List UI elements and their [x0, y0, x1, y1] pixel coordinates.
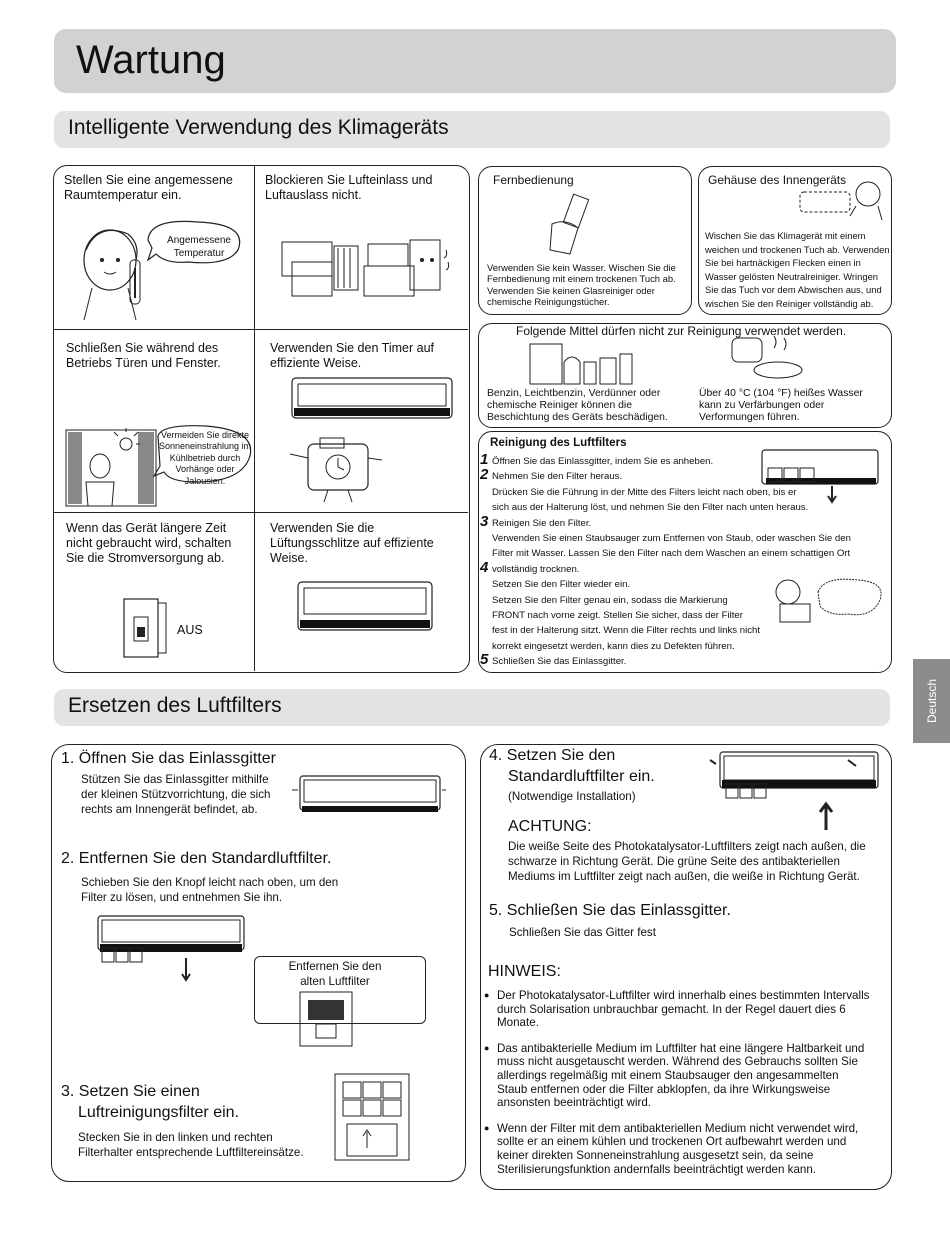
replace-step4-title-line2: Standardluftfilter ein. — [508, 768, 655, 785]
girl-filter-illustration — [768, 578, 888, 624]
replace-step3-text: Stecken Sie in den linken und rechten Filterhalter entsprechende Luftfiltereinsätze. — [78, 1131, 304, 1159]
filter-step-number: 3 — [480, 512, 489, 530]
usage-cell-doors: Schließen Sie während des Betriebs Türen und Fenster. — [66, 341, 221, 370]
language-tab[interactable] — [913, 659, 950, 743]
replace-step2-title: 2. Entfernen Sie den Standardluftfilter. — [61, 850, 332, 867]
filter-cleaning-title: Reinigung des Luftfilters — [490, 436, 627, 449]
ac-vents-illustration — [296, 580, 446, 634]
filter-step-line — [480, 558, 885, 577]
air-purifying-filter-illustration — [333, 1072, 413, 1162]
power-off-label: AUS — [177, 623, 203, 637]
open-grille-illustration — [296, 772, 446, 818]
note-title: HINWEIS: — [488, 963, 561, 980]
note-item: ● Wenn der Filter mit dem antibakteriellen Medium nicht verwendet wird, sollte er an einem kühlen und trockenen Ort aufbewahrt werden und keiner direkten Sonneneinstrahlung ausgesetzt sein, da seine Sterilisierungsfunktion andernfalls beeinträchtigt werden kann. — [484, 1122, 872, 1176]
forbidden-title: Folgende Mittel dürfen nicht zur Reinigung verwendet werden. — [516, 324, 847, 338]
insert-filter-illustration — [706, 748, 882, 834]
ac-timer-illustration — [290, 378, 460, 503]
remote-text: Verwenden Sie kein Wasser. Wischen Sie die Fernbedienung mit einem trockenen Tuch ab. Verwenden Sie keinen Glasreiniger oder chemische Reinigungstücher. — [487, 262, 676, 308]
remote-title: Fernbedienung — [493, 173, 574, 187]
filter-step-number: 1 — [480, 451, 489, 468]
filter-step-text: Reinigen Sie den Filter. — [492, 517, 592, 529]
filter-step-text: Setzen Sie den Filter genau ein, sodass die Markierung — [492, 594, 728, 606]
replace-step5-text: Schließen Sie das Gitter fest — [509, 926, 656, 939]
breaker-switch-illustration — [122, 597, 172, 659]
filter-step-line — [480, 546, 885, 561]
filter-step-text: FRONT nach vorne zeigt. Stellen Sie sicher, dass der Filter — [492, 610, 743, 622]
filter-step-text: Schließen Sie das Einlassgitter. — [492, 656, 627, 668]
filter-step-text: Verwenden Sie einen Staubsauger zum Entfernen von Staub, oder waschen Sie den — [492, 533, 851, 545]
blocked-unit-illustration — [272, 236, 452, 306]
housing-title: Gehäuse des Innengeräts — [708, 173, 847, 187]
filter-step-line — [480, 651, 885, 669]
page-title: Wartung — [76, 38, 226, 82]
filter-step-line — [480, 500, 885, 515]
usage-cell-airflow: Blockieren Sie Lufteinlass und Luftauslass nicht. — [265, 173, 433, 202]
remove-filter-illustration — [94, 912, 249, 978]
note-list — [484, 989, 872, 1188]
filter-step-line — [480, 623, 885, 638]
note-item: ● Das antibakterielle Medium im Luftfilter hat eine längere Haltbarkeit und muss nicht ausgetauscht werden. Während des Gebrauchs sollten Sie allerdings regelmäßig mit einem Staubsauger den angesammelten Staub entfernen oder die Filter abklopfen, da ihre Wirkungsweise ansonsten beeinträchtigt wird. — [484, 1042, 872, 1110]
filter-step-number: 2 — [480, 466, 489, 484]
section-title-replace: Ersetzen des Luftfilters — [68, 694, 282, 717]
filter-step-text: Nehmen Sie den Filter heraus. — [492, 471, 623, 483]
usage-cell-vents: Verwenden Sie die Lüftungsschlitze auf effiziente Weise. — [270, 521, 434, 565]
housing-wipe-icon — [798, 180, 884, 228]
caution-text: Die weiße Seite des Photokatalysator-Luftfilters zeigt nach außen, die schwarze in Richtung Gerät. Die grüne Seite des antibakteriellen Mediums im Luftfilter zeigt nach außen, die weiße in Richtung Gerät. — [508, 840, 866, 883]
filter-step-line — [480, 512, 885, 531]
section-title-usage: Intelligente Verwendung des Klimageräts — [68, 116, 449, 139]
replace-step4-title-line1: 4. Setzen Sie den — [489, 747, 616, 764]
filter-step-text: fest in der Halterung sitzt. Wenn die Filter rechts und links nicht — [492, 625, 761, 637]
hot-water-icon — [730, 336, 810, 382]
note-item: ● Der Photokatalysator-Luftfilter wird innerhalb eines bestimmten Intervalls durch Solarisation unbrauchbar gemacht. In der Regel dauert dies 6 Monate. — [484, 989, 872, 1030]
filter-step-text: sich aus der Halterung löst, und nehmen Sie den Filter nach unten heraus. — [492, 502, 809, 514]
caution-title: ACHTUNG: — [508, 818, 592, 835]
filter-step-text: Öffnen Sie das Einlassgitter, indem Sie es anheben. — [492, 456, 714, 467]
old-filter-illustration — [296, 990, 356, 1048]
language-tab-label: Deutsch — [924, 678, 939, 724]
filter-step-number: 5 — [480, 651, 489, 669]
filter-step-text: Filter mit Wasser. Lassen Sie den Filter nach dem Waschen an einem schattigen Ort — [492, 548, 851, 560]
section-heading-usage — [54, 111, 890, 148]
filter-step-line — [480, 531, 885, 546]
filter-step-text: Drücken Sie die Führung in der Mitte des Filters leicht nach oben, bis er — [492, 486, 797, 498]
replace-step5-title: 5. Schließen Sie das Einlassgitter. — [489, 902, 731, 919]
remove-filter-callout-text: Entfernen Sie den alten Luftfilter — [288, 960, 382, 988]
filter-step-line — [480, 639, 885, 654]
filter-step-number: 4 — [480, 558, 489, 576]
usage-cell-power: Wenn das Gerät längere Zeit nicht gebraucht wird, schalten Sie die Stromversorgung ab. — [66, 521, 232, 565]
filter-step-text: korrekt eingesetzt werden, kann dies zu Defekten führen. — [492, 640, 735, 652]
section-heading-replace — [54, 689, 890, 726]
temperature-bubble-text: Angemessene Temperatur — [167, 235, 231, 259]
housing-text: Wischen Sie das Klimagerät mit einem weichen und trockenen Tuch ab. Verwenden Sie bei hartnäckigen Flecken einen in Wasser gelösten Neutralreiniger. Wringen Sie das Tuch vor dem Abwischen aus, und wischen Sie den Reiniger vollständig ab. — [705, 230, 890, 309]
filter-step-text: Setzen Sie den Filter wieder ein. — [492, 579, 631, 591]
usage-cell-timer: Verwenden Sie den Timer auf effiziente Weise. — [270, 341, 434, 370]
forbidden-right-text: Über 40 °C (104 °F) heißes Wasser kann zu Verfärbungen oder Verformungen führen. — [699, 388, 863, 423]
replace-step3-title-line2: Luftreinigungsfilter ein. — [78, 1104, 239, 1121]
curtain-bubble-text: Vermeiden Sie direkte Sonneneinstrahlung im Kühlbetrieb durch Vorhänge oder Jalousien. — [158, 430, 252, 486]
replace-step3-title-line1: 3. Setzen Sie einen — [61, 1083, 200, 1100]
forbidden-left-text: Benzin, Leichtbenzin, Verdünner oder chemische Reiniger können die Beschichtung des Geräts beschädigen. — [487, 388, 668, 423]
filter-unit-illustration — [760, 448, 880, 502]
usage-cell-temperature: Stellen Sie eine angemessene Raumtemperatur ein. — [64, 173, 233, 202]
replace-step1-title: 1. Öffnen Sie das Einlassgitter — [61, 750, 276, 767]
replace-step2-text: Schieben Sie den Knopf leicht nach oben, um den Filter zu lösen, und entnehmen Sie ihn. — [81, 876, 339, 904]
remote-wipe-icon — [548, 194, 598, 256]
replace-step1-text: Stützen Sie das Einlassgitter mithilfe der kleinen Stützvorrichtung, die sich rechts am Innengerät befindet, ab. — [81, 773, 271, 816]
page-title-bar — [54, 29, 896, 93]
chemical-bottles-icon — [528, 340, 638, 386]
filter-step-text: vollständig trocknen. — [492, 563, 580, 575]
replace-step4-subtitle: (Notwendige Installation) — [508, 790, 636, 803]
